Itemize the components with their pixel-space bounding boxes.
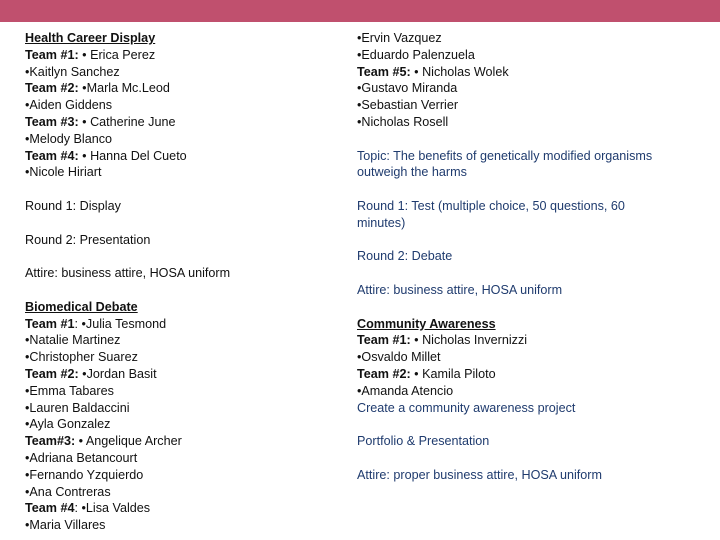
bd-member: •Sebastian Verrier xyxy=(357,98,459,113)
bd-team-5: Team #5: • Nicholas Wolek xyxy=(357,64,509,79)
hc-round-2: Round 2: Presentation xyxy=(25,232,151,247)
ca-attire: Attire: proper business attire, HOSA uniform xyxy=(357,467,602,482)
bd-member: •Ervin Vazquez xyxy=(357,31,442,45)
health-career-heading: Health Career Display xyxy=(25,31,156,45)
ca-project: Create a community awareness project xyxy=(357,400,576,415)
hc-attire: Attire: business attire, HOSA uniform xyxy=(25,266,231,281)
ca-team-1: Team #1: • Nicholas Invernizzi xyxy=(357,333,528,348)
bd-team-3: Team#3: • Angelique Archer xyxy=(25,434,182,449)
bd-team-1: Team #1: •Julia Tesmond xyxy=(25,316,167,331)
biomedical-heading: Biomedical Debate xyxy=(25,299,138,314)
accent-top-bar xyxy=(0,0,720,22)
hc-team-2: Team #2: •Marla Mc.Leod xyxy=(25,81,170,96)
bd-member: •Maria Villares xyxy=(25,518,106,533)
ca-portfolio: Portfolio & Presentation xyxy=(357,434,490,449)
bd-member: •Gustavo Miranda xyxy=(357,81,458,96)
bd-member: •Ayla Gonzalez xyxy=(25,417,111,432)
bd-member: •Emma Tabares xyxy=(25,383,114,398)
bd-member: •Natalie Martinez xyxy=(25,333,121,348)
bd-team-4: Team #4: •Lisa Valdes xyxy=(25,501,151,516)
bd-member: •Eduardo Palenzuela xyxy=(357,47,475,62)
bd-member: •Lauren Baldaccini xyxy=(25,400,130,415)
ca-member: •Osvaldo Millet xyxy=(357,350,441,365)
bd-round-2: Round 2: Debate xyxy=(357,249,453,264)
hc-member: •Kaitlyn Sanchez xyxy=(25,64,120,79)
bd-member: •Adriana Betancourt xyxy=(25,450,138,465)
hc-member: •Nicole Hiriart xyxy=(25,165,102,180)
bd-member: •Christopher Suarez xyxy=(25,350,138,365)
ca-team-2: Team #2: • Kamila Piloto xyxy=(357,366,496,381)
hc-member: •Melody Blanco xyxy=(25,131,113,146)
bd-round-1-line-1: Round 1: Test (multiple choice, 50 questions, 60 xyxy=(357,198,625,213)
bd-member: •Fernando Yzquierdo xyxy=(25,467,144,482)
right-column xyxy=(357,30,702,484)
bd-topic-line-1: Topic: The benefits of genetically modified organisms xyxy=(357,148,653,163)
bd-attire: Attire: business attire, HOSA uniform xyxy=(357,282,563,297)
bd-round-1-line-2: minutes) xyxy=(357,215,406,230)
hc-team-4: Team #4: • Hanna Del Cueto xyxy=(25,148,187,163)
hc-round-1: Round 1: Display xyxy=(25,198,121,213)
hc-team-1: Team #1: • Erica Perez xyxy=(25,47,156,62)
hc-team-3: Team #3: • Catherine June xyxy=(25,114,176,129)
hc-member: •Aiden Giddens xyxy=(25,98,113,113)
ca-member: •Amanda Atencio xyxy=(357,383,454,398)
bd-team-2: Team #2: •Jordan Basit xyxy=(25,366,157,381)
bd-member: •Nicholas Rosell xyxy=(357,114,449,129)
left-column xyxy=(25,30,335,534)
community-heading: Community Awareness xyxy=(357,316,496,331)
bd-member: •Ana Contreras xyxy=(25,484,111,499)
bd-topic-line-2: outweigh the harms xyxy=(357,165,467,180)
